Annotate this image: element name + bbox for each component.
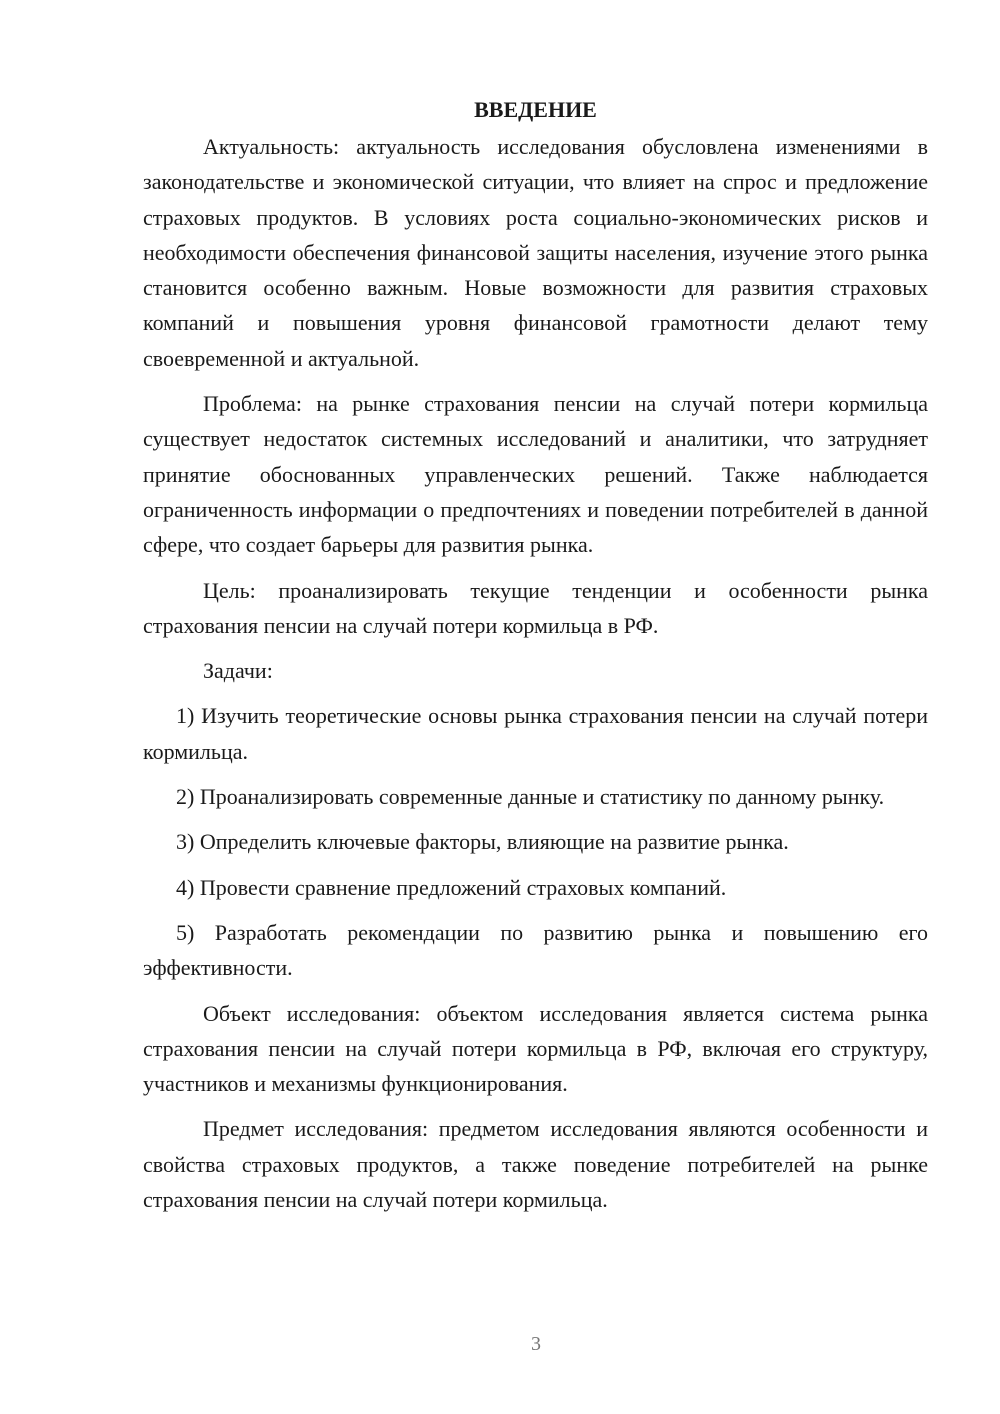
task-item-5: 5) Разработать рекомендации по развитию рынка и повышению его эффективности. — [143, 919, 928, 981]
task-item-2: 2) Проанализировать современные данные и статистику по данному рынку. — [176, 784, 885, 810]
paragraph-tasks-heading: Задачи: — [203, 658, 273, 684]
task-item-1: 1) Изучить теоретические основы рынка страхования пенсии на случай потери кормильца. — [143, 703, 928, 764]
task-item-4: 4) Провести сравнение предложений страховых компаний. — [176, 874, 727, 900]
paragraph-problem: Проблема: на рынке страхования пенсии на случай потери кормильца существует недостаток системных исследований и аналитики, что затрудняет принятие обоснованных управленческих решений. Также наблюдается ограниченность информации о предпочтениях и поведении потребителей в данной сфере, что создает барьеры для развития рынка. — [143, 391, 928, 558]
paragraph-object: Объект исследования: объектом исследования является система рынка страхования пенсии на случай потери кормильца в РФ, включая его структуру, участников и механизмы функционирования. — [143, 1000, 928, 1097]
section-title: ВВЕДЕНИЕ — [474, 97, 597, 122]
task-item-3: 3) Определить ключевые факторы, влияющие на развитие рынка. — [176, 829, 789, 855]
document-body — [143, 92, 928, 1217]
page-number: 3 — [531, 1333, 541, 1355]
paragraph-relevance: Актуальность: актуальность исследования обусловлена изменениями в законодательстве и экономической ситуации, что влияет на спрос и предложение страховых продуктов. В условиях роста социально-экономических рисков и необходимости обеспечения финансовой защиты населения, изучение этого рынка становится особенно важным. Новые возможности для развития страховых компаний и повышения уровня финансовой грамотности делают тему своевременной и актуальной. — [143, 134, 928, 371]
paragraph-goal: Цель: проанализировать текущие тенденции и особенности рынка страхования пенсии на случай потери кормильца в РФ. — [143, 577, 928, 638]
paragraph-subject: Предмет исследования: предметом исследования являются особенности и свойства страховых продуктов, а также поведение потребителей на рынке страхования пенсии на случай потери кормильца. — [143, 1116, 928, 1213]
